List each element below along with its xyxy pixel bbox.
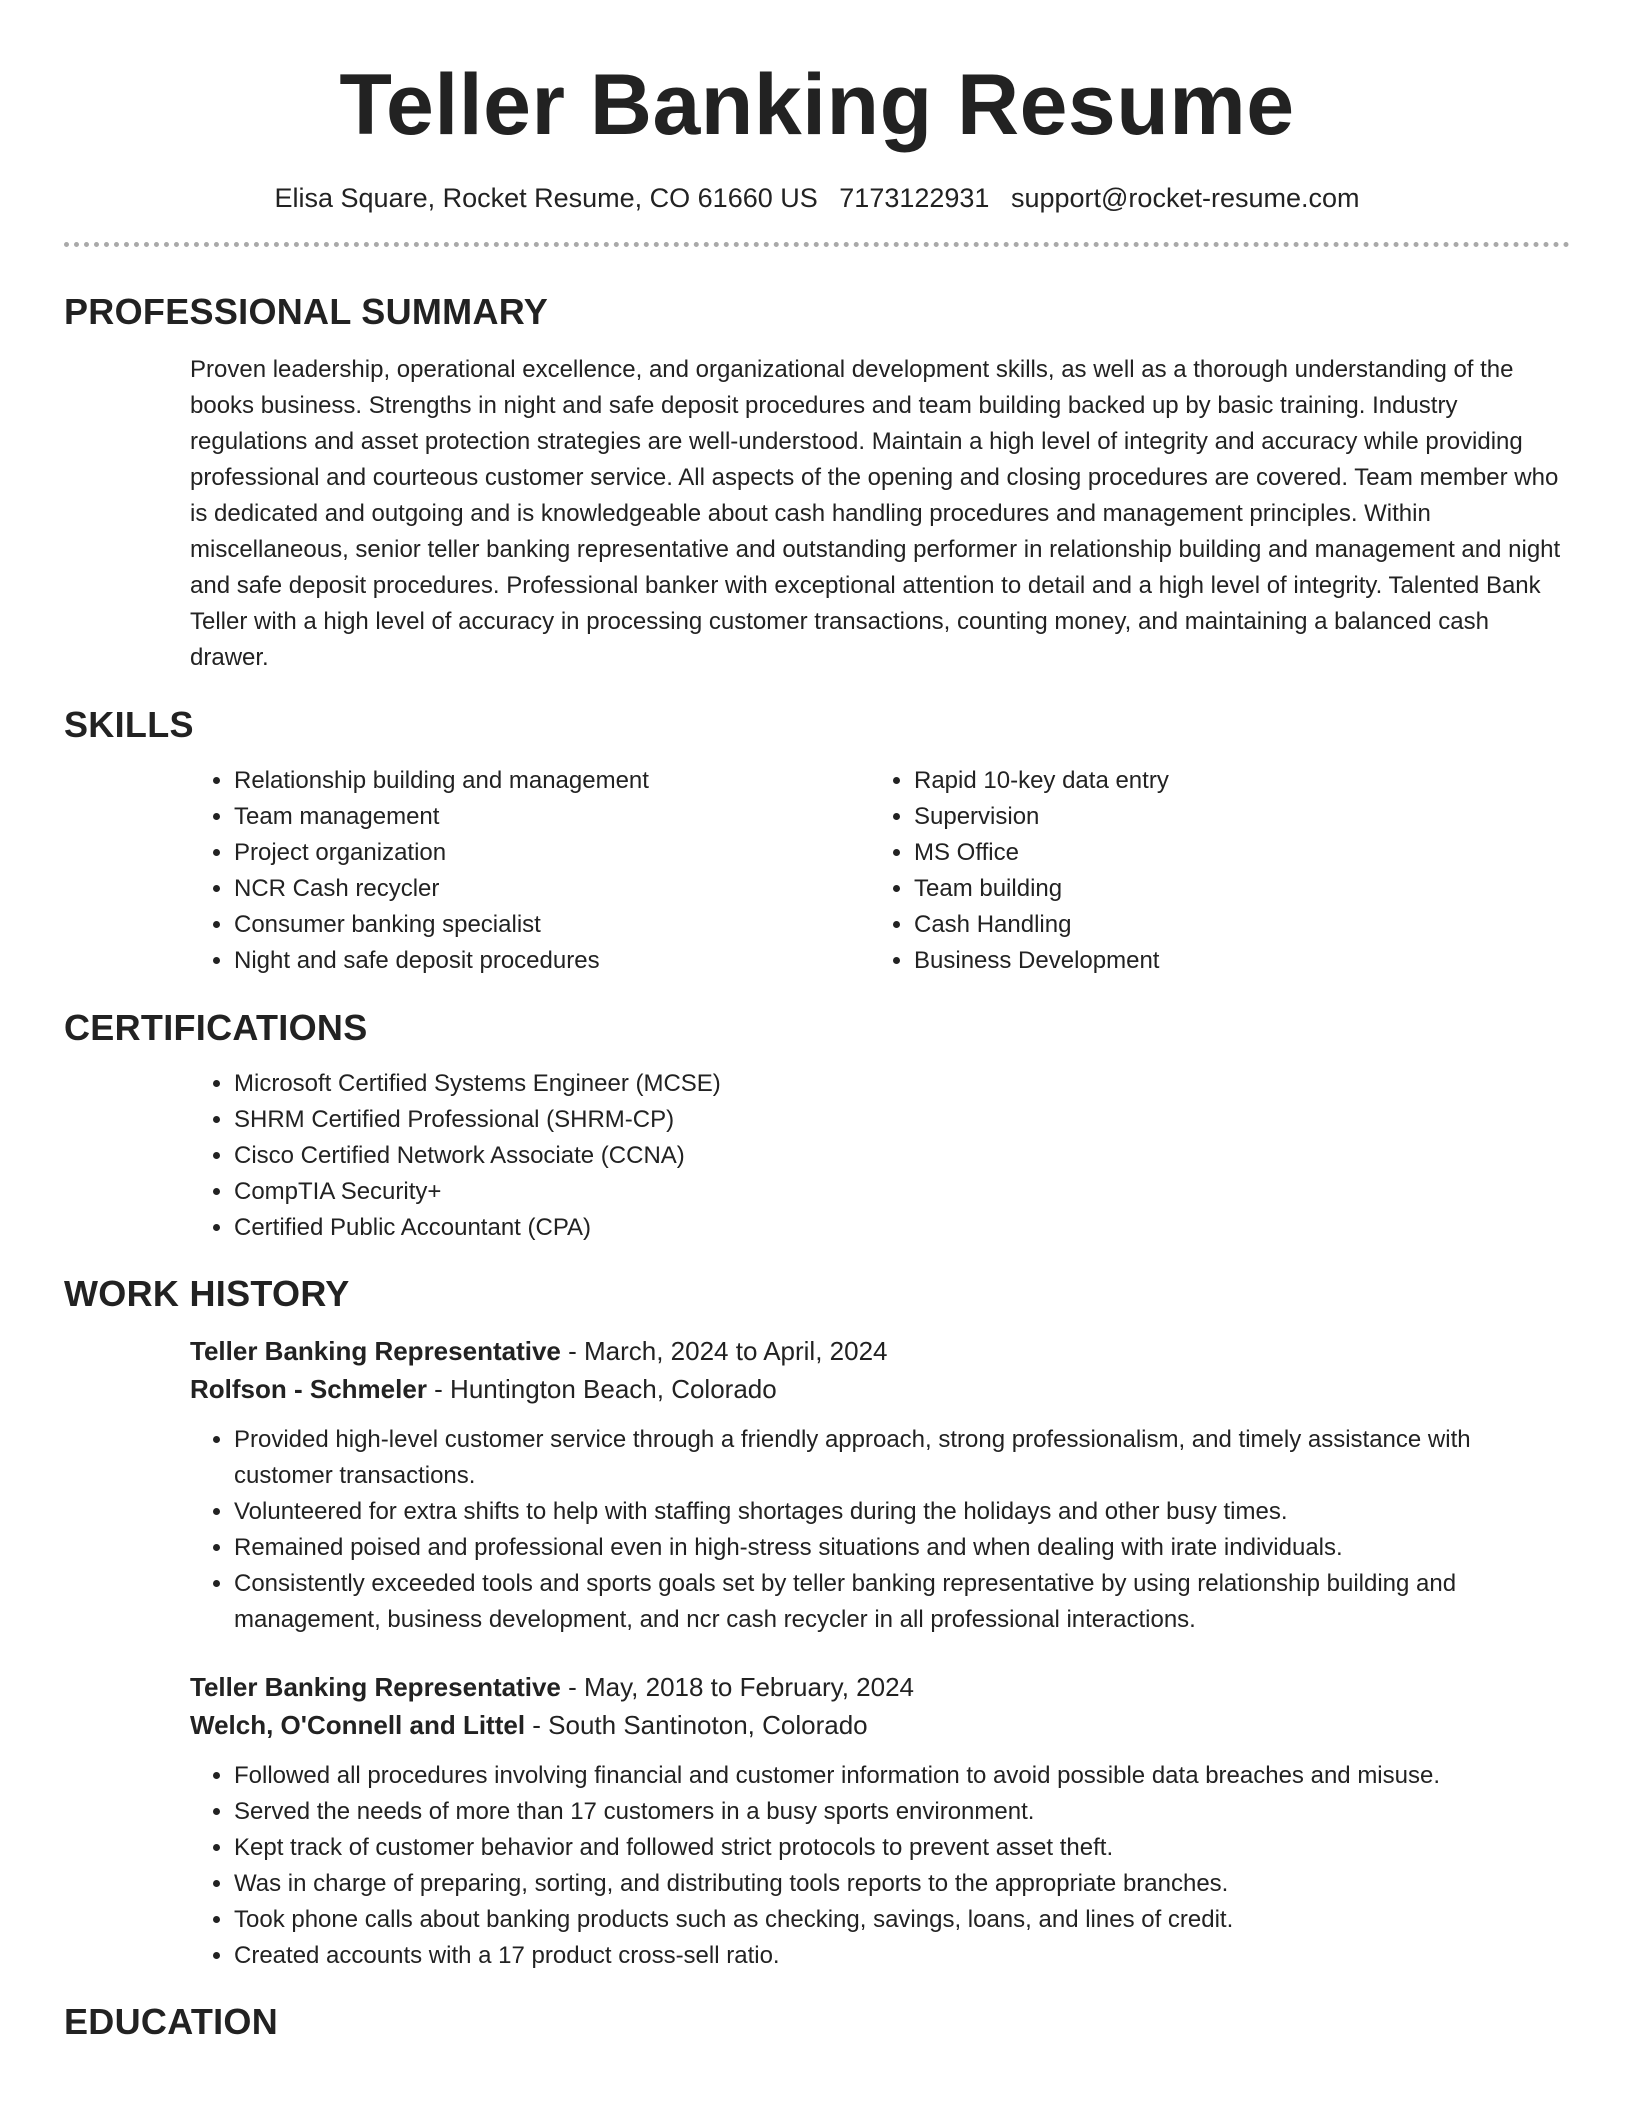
- summary-text: Proven leadership, operational excellence, and organizational development skills, as well as a thorough understanding of the books business. Strengths in night and safe deposit procedures and team building backed up by basic training. Industry regulations and asset protection strategies are well-understood. Maintain a high level of integrity and accuracy while providing professional and courteous customer service. All aspects of the opening and closing procedures are covered. Team member who is dedicated and outgoing and is knowledgeable about cash handling procedures and management principles. Within miscellaneous, senior teller banking representative and outstanding performer in relationship building and management and night and safe deposit procedures. Professional banker with exceptional attention to detail and a high level of integrity. Talented Bank Teller with a high level of accuracy in processing customer transactions, counting money, and maintaining a balanced cash drawer.: [190, 356, 1561, 671]
- certification-item: • CompTIA Security+: [234, 1174, 1570, 1210]
- job-duty-item: • Remained poised and professional even in high-stress situations and when dealing with irate individuals.: [234, 1530, 1570, 1566]
- skill-item: • NCR Cash recycler: [234, 871, 870, 907]
- skills-heading: SKILLS: [64, 704, 194, 745]
- skill-item: • Cash Handling: [914, 907, 1550, 943]
- skills-column-left: [190, 763, 870, 979]
- skill-item: • Relationship building and management: [234, 763, 870, 799]
- job-title: Teller Banking Representative: [190, 1336, 561, 1366]
- job-duty-item: • Kept track of customer behavior and followed strict protocols to prevent asset theft.: [234, 1830, 1570, 1866]
- skill-item: • Business Development: [914, 943, 1550, 979]
- job-duty-item: • Volunteered for extra shifts to help with staffing shortages during the holidays and other busy times.: [234, 1494, 1570, 1530]
- certification-item: • Microsoft Certified Systems Engineer (MCSE): [234, 1066, 1570, 1102]
- skill-item: • Team building: [914, 871, 1550, 907]
- job-company: Welch, O'Connell and Littel: [190, 1710, 526, 1740]
- job-duty-item: • Created accounts with a 17 product cross-sell ratio.: [234, 1938, 1570, 1974]
- education-heading: EDUCATION: [64, 2001, 279, 2042]
- summary-heading: PROFESSIONAL SUMMARY: [64, 291, 549, 332]
- skill-item: • Rapid 10-key data entry: [914, 763, 1550, 799]
- job-title-line: [190, 1332, 1570, 1370]
- skill-item: • Night and safe deposit procedures: [234, 943, 870, 979]
- job-duty-item: • Served the needs of more than 17 customers in a busy sports environment.: [234, 1794, 1570, 1830]
- skill-item: • Project organization: [234, 835, 870, 871]
- contact-phone: 7173122931: [839, 183, 990, 213]
- job-company-line: [190, 1706, 1570, 1744]
- job-duties: [190, 1422, 1570, 1638]
- job-company-line: [190, 1370, 1570, 1408]
- job-title: Teller Banking Representative: [190, 1672, 561, 1702]
- skill-item: • MS Office: [914, 835, 1550, 871]
- resume-page: [64, 0, 1570, 2044]
- header-divider: [64, 242, 1570, 247]
- job-company: Rolfson - Schmeler: [190, 1374, 427, 1404]
- skill-item: • Consumer banking specialist: [234, 907, 870, 943]
- job-dates: - March, 2024 to April, 2024: [560, 1336, 888, 1366]
- contact-address: Elisa Square, Rocket Resume, CO 61660 US: [274, 183, 818, 213]
- job-location: - Huntington Beach, Colorado: [426, 1374, 777, 1404]
- job-duty-item: • Consistently exceeded tools and sports goals set by teller banking representative by using relationship building and management, business development, and ncr cash recycler in all professional interactions.: [234, 1566, 1570, 1638]
- job-duty-item: • Followed all procedures involving financial and customer information to avoid possible data breaches and misuse.: [234, 1758, 1570, 1794]
- job-duty-item: • Was in charge of preparing, sorting, and distributing tools reports to the appropriate branches.: [234, 1866, 1570, 1902]
- job-dates: - May, 2018 to February, 2024: [560, 1672, 914, 1702]
- certifications-list: [190, 1066, 1570, 1246]
- resume-title: Teller Banking Resume: [339, 57, 1295, 153]
- job-duty-item: • Provided high-level customer service through a friendly approach, strong professionalism, and timely assistance with customer transactions.: [234, 1422, 1570, 1494]
- skills-column-right: [870, 763, 1550, 979]
- job-entry: [190, 1668, 1570, 1974]
- job-entry: [190, 1332, 1570, 1638]
- contact-line: [64, 180, 1570, 216]
- skill-item: • Team management: [234, 799, 870, 835]
- certification-item: • SHRM Certified Professional (SHRM-CP): [234, 1102, 1570, 1138]
- job-location: - South Santinoton, Colorado: [525, 1710, 868, 1740]
- job-duty-item: • Took phone calls about banking products such as checking, savings, loans, and lines of credit.: [234, 1902, 1570, 1938]
- skill-item: • Supervision: [914, 799, 1550, 835]
- certification-item: • Cisco Certified Network Associate (CCNA): [234, 1138, 1570, 1174]
- job-duties: [190, 1758, 1570, 1974]
- skills-list: [190, 763, 1570, 979]
- contact-email: support@rocket-resume.com: [1010, 183, 1360, 213]
- certification-item: • Certified Public Accountant (CPA): [234, 1210, 1570, 1246]
- job-title-line: [190, 1668, 1570, 1706]
- certifications-heading: CERTIFICATIONS: [64, 1007, 368, 1048]
- work-history-heading: WORK HISTORY: [64, 1273, 350, 1314]
